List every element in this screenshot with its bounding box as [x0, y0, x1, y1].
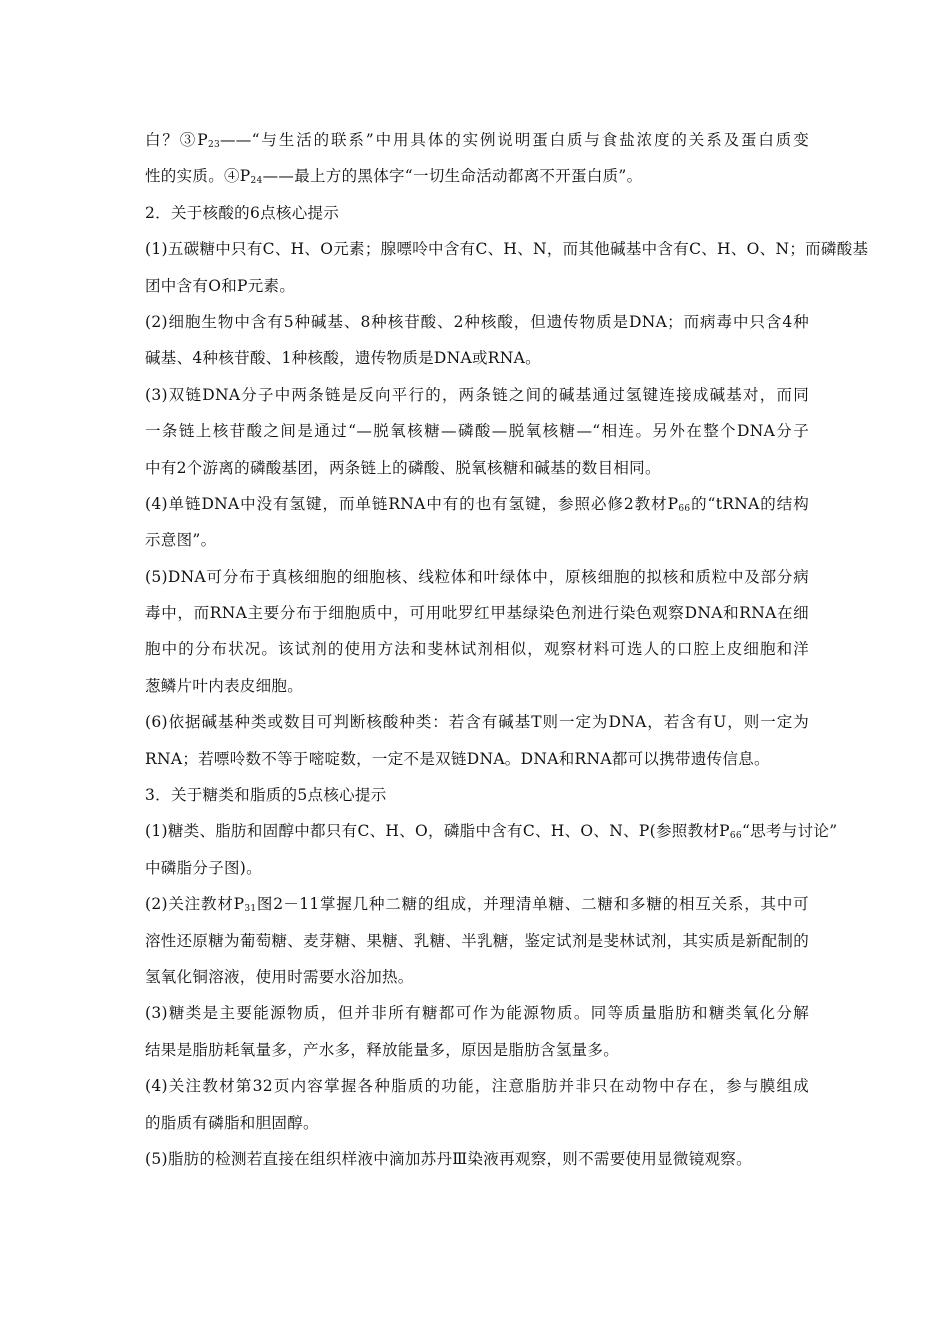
text-span: 毒中，而RNA主要分布于细胞质中，可用吡罗红甲基绿染色剂进行染色观察DNA和RNA在细	[145, 604, 809, 623]
text-span: 白？③P	[145, 131, 208, 149]
text-span: 碱基、4种核苷酸、1种核酸，遗传物质是DNA或RNA。	[145, 349, 541, 368]
text-line	[145, 1141, 809, 1177]
text-line	[145, 850, 809, 886]
text-line	[145, 1105, 809, 1141]
text-span: 葱鳞片叶内表皮细胞。	[145, 676, 304, 695]
text-line	[145, 522, 809, 558]
text-line	[145, 741, 809, 777]
text-line	[145, 158, 809, 194]
text-span: 3．关于糖类和脂质的5点核心提示	[145, 786, 387, 805]
text-span: RNA；若嘌呤数不等于嘧啶数，一定不是双链DNA。DNA和RNA都可以携带遗传信息。	[145, 749, 770, 768]
text-line	[145, 813, 838, 849]
page-subscript: 66	[678, 503, 691, 514]
text-span: 中有2个游离的磷酸基团，两条链上的磷酸、脱氧核糖和碱基的数目相同。	[145, 458, 661, 477]
text-span: 结果是脂肪耗氧量多，产水多，释放能量多，原因是脂肪含氢量多。	[145, 1040, 620, 1059]
text-span: 溶性还原糖为葡萄糖、麦芽糖、果糖、乳糖、半乳糖，鉴定试剂是斐林试剂，其实质是新配制的	[145, 931, 809, 950]
text-line	[145, 1032, 809, 1068]
text-span: (1)五碳糖中只有C、H、O元素；腺嘌呤中含有C、H、N，而其他碱基中含有C、H、O、N；而磷酸基	[145, 240, 869, 259]
text-line	[145, 377, 809, 413]
text-span: 的脂质有磷脂和胆固醇。	[145, 1113, 319, 1132]
text-span: (6)依据碱基种类或数目可判断核酸种类：若含有碱基T则一定为DNA，若含有U，则一定为	[145, 713, 809, 732]
text-line	[145, 304, 809, 340]
text-span: (4)单链DNA中没有氢键，而单链RNA中有的也有氢键，参照必修2教材P	[145, 494, 679, 513]
text-line	[145, 195, 809, 231]
text-line	[145, 631, 809, 667]
text-line	[145, 231, 869, 267]
text-span: ——最上方的黑体字“一切生命活动都离不开蛋白质”。	[262, 167, 643, 186]
text-span: 示意图”。	[145, 531, 217, 550]
text-span: 团中含有O和P元素。	[145, 276, 296, 295]
text-span: (1)糖类、脂肪和固醇中都只有C、H、O，磷脂中含有C、H、O、N、P(参照教材P	[145, 822, 730, 841]
text-span: (2)关注教材P	[145, 895, 245, 914]
text-span: (3)糖类是主要能源物质，但并非所有糖都可作为能源物质。同等质量脂肪和糖类氧化分解	[145, 1004, 809, 1023]
text-span: “思考与讨论”	[741, 822, 838, 841]
text-span: ——“与生活的联系”中用具体的实例说明蛋白质与食盐浓度的关系及蛋白质变	[220, 131, 809, 149]
text-span: 一条链上核苷酸之间是通过“—脱氧核糖—磷酸—脱氧核糖—“相连。另外在整个DNA分子	[145, 422, 809, 441]
text-line	[145, 886, 809, 922]
text-line	[145, 777, 809, 813]
text-span: (5)脂肪的检测若直接在组织样液中滴加苏丹Ⅲ染液再观察，则不需要使用显微镜观察。	[145, 1149, 752, 1168]
text-span: (2)细胞生物中含有5种碱基、8种核苷酸、2种核酸，但遗传物质是DNA；而病毒中只含4种	[145, 312, 809, 331]
document-page	[145, 122, 869, 1177]
text-line	[145, 413, 809, 449]
text-line	[145, 340, 809, 376]
text-span: 图2－11掌握几种二糖的组成，并理清单糖、二糖和多糖的相互关系，其中可	[256, 895, 809, 914]
text-line	[145, 122, 809, 158]
page-subscript: 24	[250, 176, 263, 187]
text-line	[145, 595, 809, 631]
text-span: 性的实质。④P	[145, 167, 251, 186]
text-span: (4)关注教材第32页内容掌握各种脂质的功能，注意脂肪并非只在动物中存在，参与膜组成	[145, 1077, 809, 1096]
page-subscript: 31	[244, 904, 257, 915]
text-line	[145, 923, 809, 959]
text-span: 氢氧化铜溶液，使用时需要水浴加热。	[145, 967, 414, 986]
text-line	[145, 668, 809, 704]
text-line	[145, 1068, 809, 1104]
text-line	[145, 486, 809, 522]
text-span: 胞中的分布状况。该试剂的使用方法和斐林试剂相似，观察材料可选人的口腔上皮细胞和洋	[145, 640, 809, 659]
text-span: 的“tRNA的结构	[690, 494, 809, 513]
text-span: 2．关于核酸的6点核心提示	[145, 203, 340, 222]
text-span: (5)DNA可分布于真核细胞的细胞核、线粒体和叶绿体中，原核细胞的拟核和质粒中及部分病	[145, 567, 809, 586]
text-span: 中磷脂分子图)。	[145, 858, 262, 877]
text-line	[145, 450, 809, 486]
text-line	[145, 704, 809, 740]
text-line	[145, 995, 809, 1031]
text-span: (3)双链DNA分子中两条链是反向平行的，两条链之间的碱基通过氢键连接成碱基对，而同	[145, 385, 809, 404]
text-line	[145, 268, 809, 304]
page-subscript: 23	[207, 140, 220, 150]
text-line	[145, 559, 809, 595]
text-line	[145, 959, 809, 995]
page-subscript: 66	[729, 831, 742, 842]
